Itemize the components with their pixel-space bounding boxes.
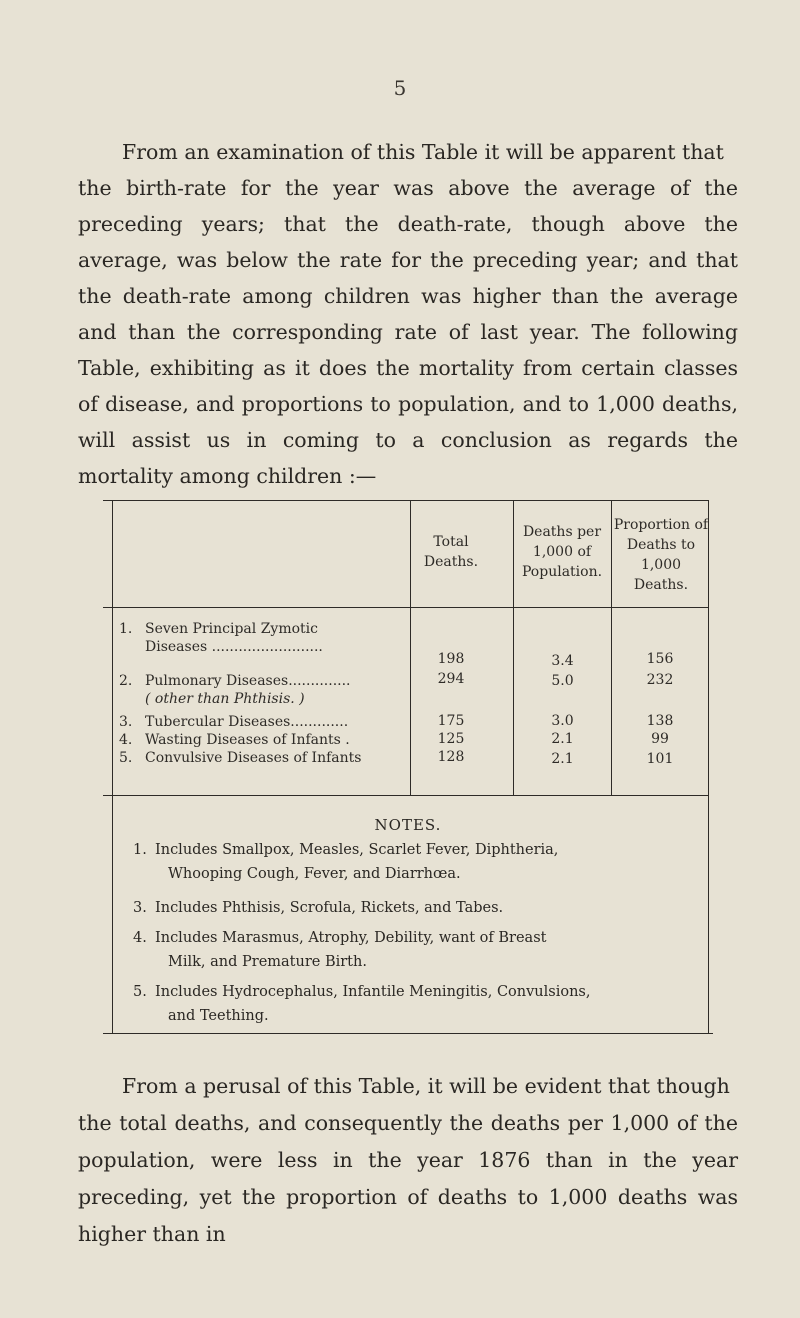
note-item xyxy=(133,980,693,1028)
header-deaths-per-population: Deaths per 1,000 of Population. xyxy=(521,524,603,580)
note-text: Includes Marasmus, Atrophy, Debility, want of Breast xyxy=(155,930,547,946)
cell-proportion: 138 xyxy=(646,713,674,729)
cell-total: 198 xyxy=(437,651,465,667)
intro-paragraph xyxy=(78,134,738,494)
table-row xyxy=(119,749,404,767)
row-label: Seven Principal Zymotic xyxy=(145,621,318,637)
row-note: ( other than Phthisis. ) xyxy=(145,691,305,707)
note-text: Includes Phthisis, Scrofula, Rickets, and Tabes. xyxy=(155,900,504,916)
data-bottom-rule xyxy=(103,795,708,796)
table-row xyxy=(119,731,404,749)
mortality-table xyxy=(103,500,713,1035)
page-number: 5 xyxy=(393,76,407,100)
note-item xyxy=(133,838,693,886)
table-left-rule xyxy=(112,500,113,1034)
row-label-continued: Diseases ......................... xyxy=(145,639,323,655)
cell-per-pop: 2.1 xyxy=(551,731,574,747)
row-label: Pulmonary Diseases.............. xyxy=(145,673,351,689)
cell-per-pop: 5.0 xyxy=(551,673,574,689)
closing-paragraph xyxy=(78,1068,738,1253)
note-text: Includes Hydrocephalus, Infantile Meningitis, Convulsions, xyxy=(155,984,591,1000)
cell-per-pop: 3.0 xyxy=(551,713,574,729)
header-total-deaths: Total Deaths. xyxy=(423,534,479,570)
row-label: Wasting Diseases of Infants . xyxy=(145,732,350,748)
cell-total: 175 xyxy=(437,713,465,729)
row-number: 1. xyxy=(119,621,133,637)
note-text-continued: and Teething. xyxy=(168,1008,269,1024)
cell-proportion: 101 xyxy=(646,751,674,767)
note-text-continued: Whooping Cough, Fever, and Diarrhœa. xyxy=(168,866,461,882)
header-proportion: Proportion of Deaths to 1,000 Deaths. xyxy=(613,517,709,593)
cell-proportion: 156 xyxy=(646,651,674,667)
closing-first-line: From a perusal of this Table, it will be evident that though xyxy=(122,1074,730,1098)
note-number: 1. xyxy=(133,842,147,858)
notes-title: NOTES. xyxy=(374,816,442,834)
note-item xyxy=(133,896,693,920)
note-text-continued: Milk, and Premature Birth. xyxy=(168,954,367,970)
table-top-rule xyxy=(103,500,708,501)
note-item xyxy=(133,926,693,974)
table-row xyxy=(119,620,404,656)
table-row xyxy=(119,672,404,708)
row-label: Tubercular Diseases............. xyxy=(145,714,349,730)
note-number: 5. xyxy=(133,984,147,1000)
cell-proportion: 232 xyxy=(646,672,674,688)
cell-per-pop: 3.4 xyxy=(551,653,574,669)
header-bottom-rule xyxy=(103,607,708,608)
cell-total: 125 xyxy=(437,731,465,747)
row-number: 3. xyxy=(119,714,133,730)
cell-proportion: 99 xyxy=(651,731,669,747)
note-number: 3. xyxy=(133,900,147,916)
cell-per-pop: 2.1 xyxy=(551,751,574,767)
table-bottom-rule xyxy=(103,1033,713,1034)
cell-total: 128 xyxy=(437,749,465,765)
cell-total: 294 xyxy=(437,671,465,687)
intro-rest: the birth-rate for the year was above the average of the preceding years; that the death-rate, though above the average, was below the rate for the preceding year; and that the death-rate among children was higher than the average and than the corresponding rate of last year. The following Table, exhibiting as it does the mortality from certain classes of disease, and proportions to population, and to 1,000 deaths, will assist us in coming to a conclusion as regards the mortality among children :— xyxy=(78,176,738,488)
table-row xyxy=(119,713,404,731)
closing-rest: the total deaths, and consequently the deaths per 1,000 of the population, were less in the year 1876 than in the year preceding, yet the proportion of deaths to 1,000 deaths was higher than in xyxy=(78,1111,738,1246)
row-number: 4. xyxy=(119,732,133,748)
row-number: 2. xyxy=(119,673,133,689)
note-text: Includes Smallpox, Measles, Scarlet Fever, Diphtheria, xyxy=(155,842,559,858)
row-label: Convulsive Diseases of Infants xyxy=(145,750,362,766)
note-number: 4. xyxy=(133,930,147,946)
intro-first-line: From an examination of this Table it will be apparent that xyxy=(122,140,724,164)
row-number: 5. xyxy=(119,750,133,766)
